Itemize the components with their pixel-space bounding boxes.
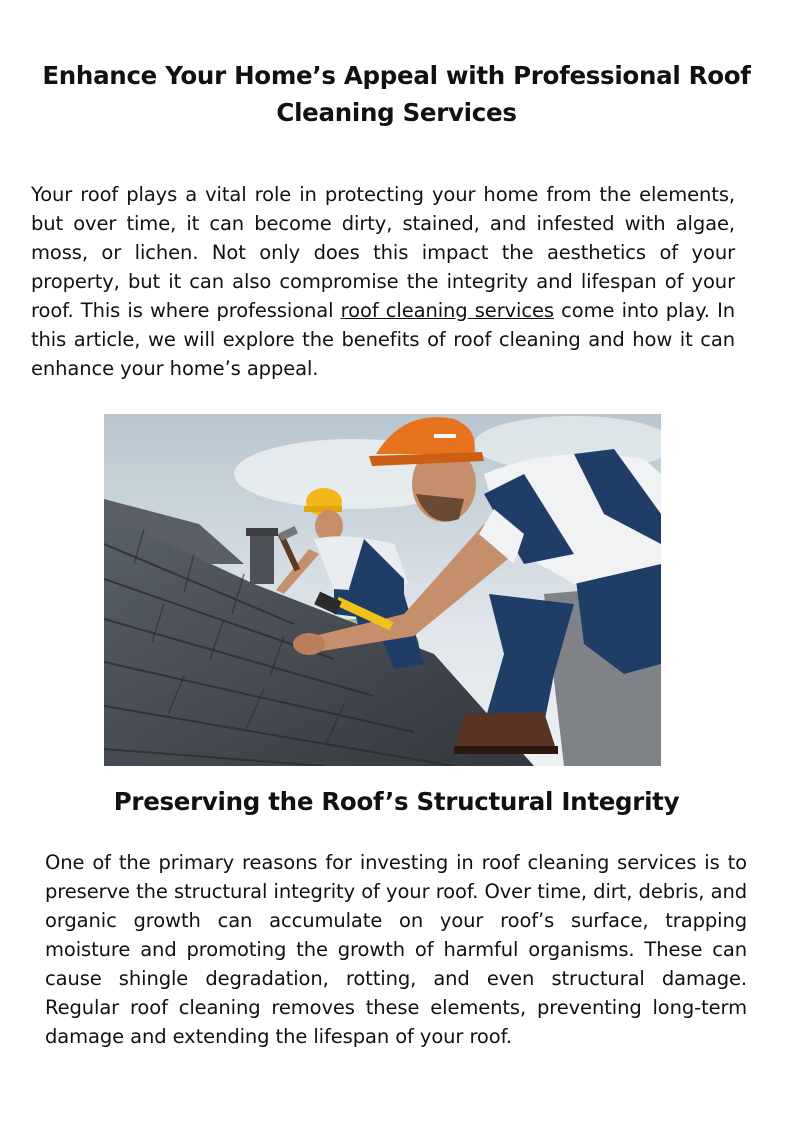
section-heading: Preserving the Roof’s Structural Integrity xyxy=(113,787,680,816)
roofers-working-photo xyxy=(104,414,661,766)
intro-text-after-link: come into play. In this article, we will explore the benefits of roof cleaning and how it can enhance your home’s appeal. xyxy=(31,299,735,380)
intro-text-before-link: Your roof plays a vital role in protecting your home from the elements, but over time, it can become dirty, stained, and infested with algae, moss, or lichen. Not only does this impact the aesthetics of your property, but it can also compromise the integrity and lifespan of your roof. This is where professional xyxy=(31,183,735,322)
section-paragraph: One of the primary reasons for investing in roof cleaning services is to preserve the structural integrity of your roof. Over time, dirt, debris, and organic growth can accumulate on your roof’s surface, trapping moisture and promoting the growth of harmful organisms. These can cause shingle degradation, rotting, and even structural damage. Regular roof cleaning removes these elements, preventing long-term damage and extending the lifespan of your roof. xyxy=(45,851,747,1048)
intro-paragraph xyxy=(31,180,735,383)
roof-cleaning-services-link[interactable]: roof cleaning services xyxy=(340,299,554,322)
article-title: Enhance Your Home’s Appeal with Professional Roof Cleaning Services xyxy=(42,61,751,127)
